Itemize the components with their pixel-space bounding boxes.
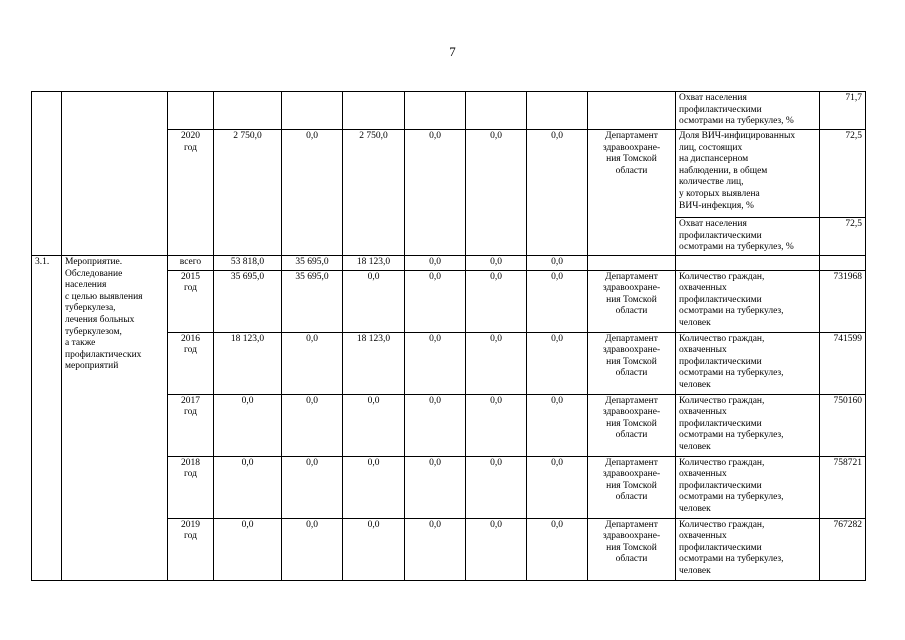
total-label: всего xyxy=(168,256,214,271)
budget-cell: 0,0 xyxy=(527,332,588,394)
indicator-value: 741599 xyxy=(820,332,866,394)
budget-cell: 0,0 xyxy=(527,518,588,580)
indicator-cell: Количество граждан, охваченных профилактическими осмотрами на туберкулез, человек xyxy=(676,456,820,518)
indicator-cell: Охват населения профилактическими осмотрами на туберкулез, % xyxy=(676,218,820,256)
budget-cell: 0,0 xyxy=(466,130,527,256)
budget-cell: 0,0 xyxy=(527,270,588,332)
indicator-value: 731968 xyxy=(820,270,866,332)
budget-cell-empty xyxy=(405,92,466,130)
year-cell: 2017 год xyxy=(168,394,214,456)
budget-cell: 0,0 xyxy=(282,332,343,394)
budget-cell: 0,0 xyxy=(466,394,527,456)
budget-cell: 0,0 xyxy=(343,270,405,332)
budget-cell: 0,0 xyxy=(405,332,466,394)
budget-cell: 0,0 xyxy=(405,270,466,332)
budget-cell: 35 695,0 xyxy=(282,270,343,332)
indicator-value: 72,5 xyxy=(820,218,866,256)
indicator-value: 750160 xyxy=(820,394,866,456)
budget-cell: 0,0 xyxy=(405,456,466,518)
budget-cell: 0,0 xyxy=(405,394,466,456)
budget-cell: 0,0 xyxy=(282,130,343,256)
budget-cell: 0,0 xyxy=(405,256,466,271)
indicator-value: 71,7 xyxy=(820,92,866,130)
indicator-value: 767282 xyxy=(820,518,866,580)
department-cell: Департамент здравоохране- ния Томской области xyxy=(588,270,676,332)
budget-cell: 0,0 xyxy=(343,394,405,456)
measure-number: 3.1. xyxy=(32,256,62,581)
year-cell-empty xyxy=(168,92,214,130)
year-cell: 2018 год xyxy=(168,456,214,518)
indicator-cell: Количество граждан, охваченных профилактическими осмотрами на туберкулез, человек xyxy=(676,394,820,456)
budget-cell: 0,0 xyxy=(343,518,405,580)
indicator-cell: Количество граждан, охваченных профилактическими осмотрами на туберкулез, человек xyxy=(676,270,820,332)
budget-cell: 0,0 xyxy=(466,270,527,332)
page-number: 7 xyxy=(449,44,456,59)
indicator-value: 758721 xyxy=(820,456,866,518)
indicator-cell: Количество граждан, охваченных профилактическими осмотрами на туберкулез, человек xyxy=(676,332,820,394)
total-cell: 35 695,0 xyxy=(214,270,282,332)
department-cell: Департамент здравоохране- ния Томской области xyxy=(588,332,676,394)
budget-cell-empty xyxy=(282,92,343,130)
indicator-cell: Количество граждан, охваченных профилактическими осмотрами на туберкулез, человек xyxy=(676,518,820,580)
budget-cell: 0,0 xyxy=(343,456,405,518)
indicator-cell: Доля ВИЧ-инфицированных лиц, состоящих на диспансерном наблюдении, в общем количестве лиц, у которых выявлена ВИЧ-инфекция, % xyxy=(676,130,820,218)
budget-cell: 0,0 xyxy=(466,256,527,271)
budget-cell: 0,0 xyxy=(466,332,527,394)
total-cell: 0,0 xyxy=(214,456,282,518)
measure-name-cell-empty xyxy=(62,92,168,256)
number-cell-empty xyxy=(32,92,62,256)
indicator-value: 72,5 xyxy=(820,130,866,218)
total-cell-empty xyxy=(214,92,282,130)
budget-cell: 18 123,0 xyxy=(343,256,405,271)
year-cell: 2016 год xyxy=(168,332,214,394)
budget-cell: 0,0 xyxy=(466,518,527,580)
department-cell: Департамент здравоохране- ния Томской области xyxy=(588,456,676,518)
total-cell: 0,0 xyxy=(214,518,282,580)
indicator-cell-empty xyxy=(676,256,820,271)
department-cell-empty xyxy=(588,92,676,130)
budget-cell: 0,0 xyxy=(405,518,466,580)
indicator-value-empty xyxy=(820,256,866,271)
budget-cell: 18 123,0 xyxy=(343,332,405,394)
continuation-row xyxy=(32,92,866,130)
budget-cell: 2 750,0 xyxy=(343,130,405,256)
budget-cell: 0,0 xyxy=(527,394,588,456)
department-cell: Департамент здравоохране- ния Томской области xyxy=(588,130,676,256)
program-table xyxy=(31,91,866,581)
department-cell: Департамент здравоохране- ния Томской области xyxy=(588,394,676,456)
budget-cell: 0,0 xyxy=(527,256,588,271)
measure-name: Мероприятие. Обследование населения с целью выявления туберкулеза, лечения больных туберкулезом, а также профилактических мероприятий xyxy=(62,256,168,581)
year-cell: 2015 год xyxy=(168,270,214,332)
budget-cell: 0,0 xyxy=(527,130,588,256)
total-cell: 2 750,0 xyxy=(214,130,282,256)
budget-cell-empty xyxy=(343,92,405,130)
total-cell: 53 818,0 xyxy=(214,256,282,271)
year-cell: 2020 год xyxy=(168,130,214,256)
budget-cell: 35 695,0 xyxy=(282,256,343,271)
year-cell: 2019 год xyxy=(168,518,214,580)
budget-cell-empty xyxy=(466,92,527,130)
budget-cell: 0,0 xyxy=(405,130,466,256)
indicator-cell: Охват населения профилактическими осмотрами на туберкулез, % xyxy=(676,92,820,130)
budget-cell: 0,0 xyxy=(282,518,343,580)
total-cell: 0,0 xyxy=(214,394,282,456)
budget-cell: 0,0 xyxy=(282,456,343,518)
department-cell: Департамент здравоохране- ния Томской области xyxy=(588,518,676,580)
budget-cell-empty xyxy=(527,92,588,130)
total-cell: 18 123,0 xyxy=(214,332,282,394)
department-cell-empty xyxy=(588,256,676,271)
budget-cell: 0,0 xyxy=(282,394,343,456)
budget-cell: 0,0 xyxy=(527,456,588,518)
budget-cell: 0,0 xyxy=(466,456,527,518)
measure-total-row xyxy=(32,256,866,271)
